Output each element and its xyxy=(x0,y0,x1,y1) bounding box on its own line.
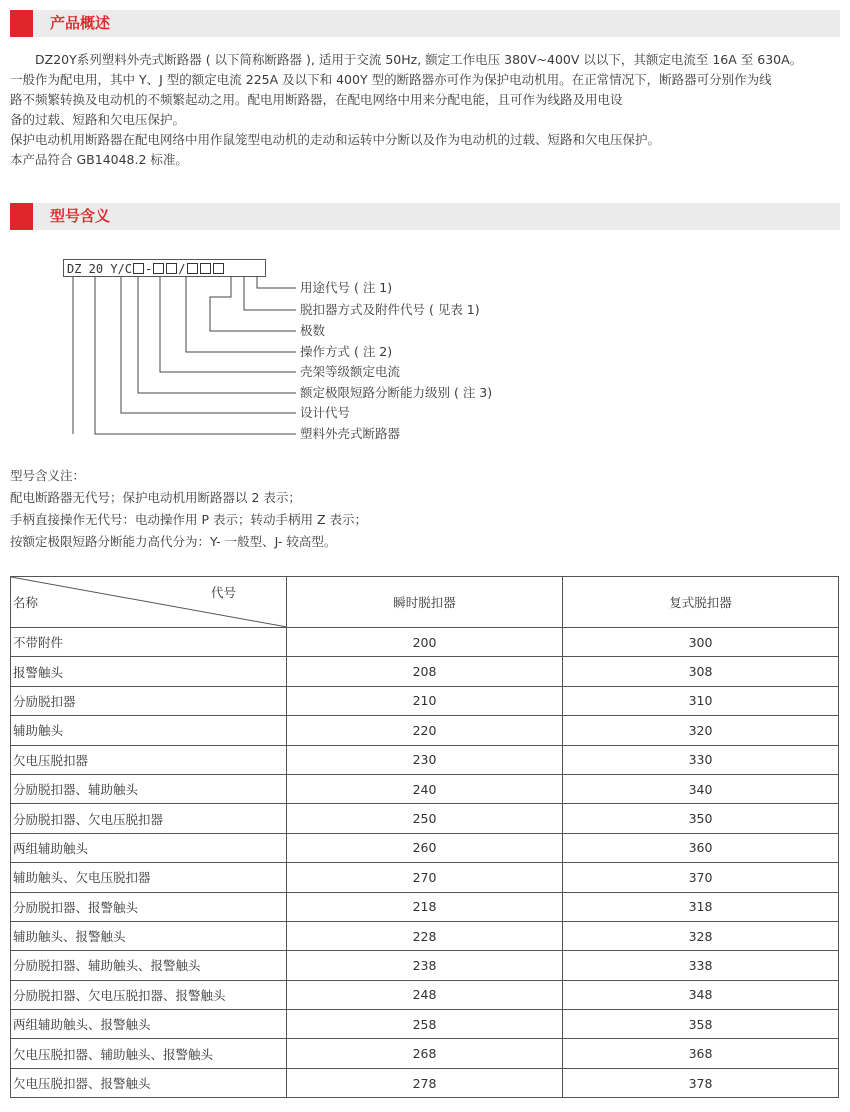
overview-line: 路不频繁转换及电动机的不频繁起动之用。配电用断路器，在配电网络中用来分配电能，且可作为线路及用电设 xyxy=(10,92,623,107)
compound-code-cell: 368 xyxy=(563,1039,839,1068)
code-label: 用途代号 ( 注 1) xyxy=(300,280,393,295)
model-notes xyxy=(10,465,367,553)
instant-code-cell: 248 xyxy=(287,980,563,1009)
table-header-row xyxy=(11,577,839,628)
table-row xyxy=(11,745,839,774)
note-line: 手柄直接操作无代号：电动操作用 P 表示；转动手柄用 Z 表示； xyxy=(10,512,367,527)
code-label: 操作方式 ( 注 2) xyxy=(300,344,393,359)
instant-code-cell: 230 xyxy=(287,745,563,774)
model-code-box xyxy=(63,259,266,277)
note-line: 配电断路器无代号；保护电动机用断路器以 2 表示； xyxy=(10,490,301,505)
code-label: 额定极限短路分断能力级别 ( 注 3) xyxy=(300,385,493,400)
model-code-diagram xyxy=(0,255,560,450)
row-name-cell: 辅助触头、欠电压脱扣器 xyxy=(11,863,287,892)
corner-top-label: 代号 xyxy=(210,585,236,600)
row-name-cell: 报警触头 xyxy=(11,657,287,686)
table-row xyxy=(11,1068,839,1097)
code-label: 设计代号 xyxy=(300,405,351,420)
code-label: 脱扣器方式及附件代号 ( 见表 1) xyxy=(300,302,480,317)
row-name-cell: 分励脱扣器、辅助触头 xyxy=(11,774,287,803)
code-label: 塑料外壳式断路器 xyxy=(300,426,401,441)
overview-text xyxy=(10,50,840,170)
overview-title: 产品概述 xyxy=(50,14,111,32)
instant-code-cell: 240 xyxy=(287,774,563,803)
table-row xyxy=(11,833,839,862)
overview-section-header xyxy=(10,10,840,37)
placeholder-box xyxy=(213,263,224,274)
row-name-cell: 分励脱扣器、欠电压脱扣器、报警触头 xyxy=(11,980,287,1009)
instant-code-cell: 258 xyxy=(287,1010,563,1039)
compound-code-cell: 328 xyxy=(563,921,839,950)
compound-code-cell: 320 xyxy=(563,716,839,745)
table-row xyxy=(11,774,839,803)
instant-code-cell: 200 xyxy=(287,628,563,657)
row-name-cell: 欠电压脱扣器、辅助触头、报警触头 xyxy=(11,1039,287,1068)
instant-code-cell: 208 xyxy=(287,657,563,686)
compound-code-cell: 300 xyxy=(563,628,839,657)
table-row xyxy=(11,980,839,1009)
row-name-cell: 欠电压脱扣器 xyxy=(11,745,287,774)
compound-code-cell: 310 xyxy=(563,686,839,715)
overview-line: DZ20Y系列塑料外壳式断路器 ( 以下简称断路器 ), 适用于交流 50Hz, 额定工作电压 380V~400V 以以下，其额定电流至 16A 至 630A。 xyxy=(35,52,803,67)
instant-code-cell: 218 xyxy=(287,892,563,921)
accessory-code-table xyxy=(10,576,839,1098)
table-row xyxy=(11,892,839,921)
table-body xyxy=(11,628,839,1098)
code-label: 壳架等级额定电流 xyxy=(300,364,401,379)
compound-code-cell: 358 xyxy=(563,1010,839,1039)
corner-bottom-label: 名称 xyxy=(13,595,39,610)
instant-code-cell: 228 xyxy=(287,921,563,950)
row-name-cell: 辅助触头、报警触头 xyxy=(11,921,287,950)
code-label: 极数 xyxy=(300,323,326,338)
placeholder-box xyxy=(153,263,164,274)
table-row xyxy=(11,804,839,833)
model-prefix: DZ 20 Y/C xyxy=(67,262,133,276)
table-row xyxy=(11,921,839,950)
compound-code-cell: 348 xyxy=(563,980,839,1009)
table-row xyxy=(11,716,839,745)
row-name-cell: 两组辅助触头 xyxy=(11,833,287,862)
compound-code-cell: 340 xyxy=(563,774,839,803)
row-name-cell: 欠电压脱扣器、报警触头 xyxy=(11,1068,287,1097)
compound-code-cell: 370 xyxy=(563,863,839,892)
compound-code-cell: 318 xyxy=(563,892,839,921)
row-name-cell: 辅助触头 xyxy=(11,716,287,745)
corner-header-cell xyxy=(11,577,287,628)
instant-code-cell: 270 xyxy=(287,863,563,892)
column-header: 瞬时脱扣器 xyxy=(287,577,563,628)
overview-line: 一般作为配电用，其中 Y、J 型的额定电流 225A 及以下和 400Y 型的断路器亦可作为保护电动机用。在正常情况下，断路器可分别作为线 xyxy=(10,72,772,87)
instant-code-cell: 278 xyxy=(287,1068,563,1097)
model-slash: / xyxy=(178,262,186,276)
table-row xyxy=(11,1010,839,1039)
row-name-cell: 分励脱扣器、欠电压脱扣器 xyxy=(11,804,287,833)
row-name-cell: 分励脱扣器 xyxy=(11,686,287,715)
compound-code-cell: 338 xyxy=(563,951,839,980)
instant-code-cell: 260 xyxy=(287,833,563,862)
overview-line: 保护电动机用断路器在配电网络中用作鼠笼型电动机的走动和运转中分断以及作为电动机的过载、短路和欠电压保护。 xyxy=(10,132,661,147)
overview-line: 备的过载、短路和欠电压保护。 xyxy=(10,112,186,127)
diagram-lines xyxy=(0,255,560,450)
row-name-cell: 分励脱扣器、辅助触头、报警触头 xyxy=(11,951,287,980)
row-name-cell: 两组辅助触头、报警触头 xyxy=(11,1010,287,1039)
model-title: 型号含义 xyxy=(50,207,111,225)
compound-code-cell: 360 xyxy=(563,833,839,862)
overview-line: 本产品符合 GB14048.2 标准。 xyxy=(10,152,188,167)
table-row xyxy=(11,657,839,686)
column-header: 复式脱扣器 xyxy=(563,577,839,628)
compound-code-cell: 330 xyxy=(563,745,839,774)
table-row xyxy=(11,686,839,715)
note-line: 型号含义注： xyxy=(10,468,86,483)
placeholder-box xyxy=(166,263,177,274)
instant-code-cell: 220 xyxy=(287,716,563,745)
diagonal-line xyxy=(11,577,287,627)
table-row xyxy=(11,1039,839,1068)
note-line: 按额定极限短路分断能力高代分为：Y- 一般型、J- 较高型。 xyxy=(10,534,337,549)
table-row xyxy=(11,951,839,980)
instant-code-cell: 238 xyxy=(287,951,563,980)
table-row xyxy=(11,628,839,657)
row-name-cell: 分励脱扣器、报警触头 xyxy=(11,892,287,921)
compound-code-cell: 350 xyxy=(563,804,839,833)
section-marker xyxy=(10,203,33,230)
instant-code-cell: 210 xyxy=(287,686,563,715)
placeholder-box xyxy=(200,263,211,274)
instant-code-cell: 250 xyxy=(287,804,563,833)
compound-code-cell: 378 xyxy=(563,1068,839,1097)
instant-code-cell: 268 xyxy=(287,1039,563,1068)
placeholder-box xyxy=(187,263,198,274)
section-marker xyxy=(10,10,33,37)
placeholder-box xyxy=(133,263,144,274)
model-section-header xyxy=(10,203,840,230)
row-name-cell: 不带附件 xyxy=(11,628,287,657)
model-dash: - xyxy=(145,262,153,276)
compound-code-cell: 308 xyxy=(563,657,839,686)
table-row xyxy=(11,863,839,892)
